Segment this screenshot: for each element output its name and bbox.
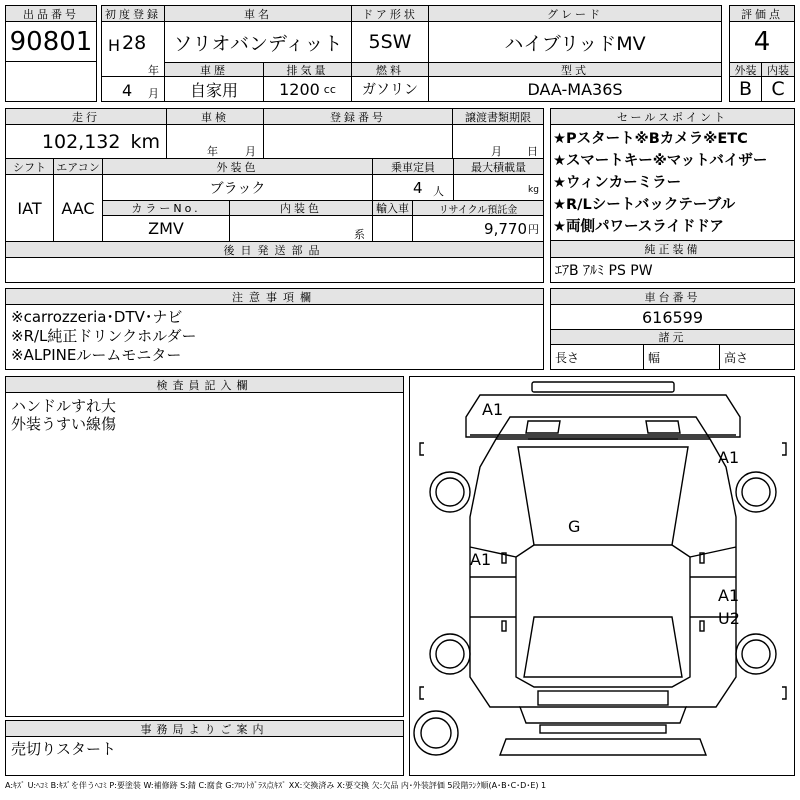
transfer-month-unit: 月 (491, 145, 502, 158)
first-registration-year-box (101, 21, 165, 77)
sales-point-item: ★R/Lシートバックテーブル (553, 197, 736, 213)
later-parts-value (5, 257, 544, 283)
mileage: 102,132 (41, 130, 121, 153)
damage-mark-left-side: A1 (470, 550, 492, 569)
first-registration-month-box (101, 76, 165, 102)
max-load-label: 最大積載量 (453, 158, 544, 175)
capacity-unit: 人 (433, 185, 444, 198)
chassis-number: 616599 (550, 304, 795, 330)
displacement-unit: cc (323, 82, 336, 96)
inspector-line: ハンドルすれ大 (11, 397, 117, 415)
mileage-label: 走行 (5, 108, 167, 125)
ac-label: エアコン (53, 158, 103, 175)
sales-point-item: ★Pスタート※Bカメラ※ETC (553, 131, 748, 147)
era: H (108, 36, 121, 55)
inspector-line: 外装うすい線傷 (11, 415, 117, 433)
transfer-deadline-box (452, 124, 544, 159)
interior-color-label: 内装色 (229, 200, 373, 216)
door-type: 5SW (351, 21, 429, 63)
displacement-box (263, 76, 352, 102)
recycle-box (412, 215, 544, 242)
model-label: 型式 (428, 62, 722, 77)
damage-mark-right-rear-dent: U2 (718, 609, 740, 628)
registration-month: 4 (122, 81, 133, 100)
registration-year: 28 (122, 32, 147, 54)
displacement: 1200 (279, 79, 320, 99)
damage-mark-front-right: A1 (718, 448, 740, 467)
note-item: ※R/L純正ドリンクホルダー (11, 327, 197, 345)
max-load-unit: kg (528, 185, 539, 195)
interior-grade-label: 内装 (761, 62, 795, 77)
score: 4 (729, 21, 795, 63)
inspection-month-unit: 月 (245, 145, 256, 158)
recycle-unit: 円 (528, 222, 539, 236)
ac: AAC (53, 174, 103, 242)
color-no: ZMV (102, 215, 230, 242)
height-label: 高さ (719, 344, 795, 370)
note-item: ※ALPINEルームモニター (11, 346, 182, 364)
notes-list (5, 304, 544, 370)
capacity-label: 乗車定員 (372, 158, 454, 175)
length-label: 長さ (550, 344, 644, 370)
damage-mark-right-rear: A1 (718, 586, 740, 605)
later-parts-label: 後日発送部品 (5, 241, 544, 258)
plate-label: 登録番号 (263, 108, 453, 125)
car-name-label: 車名 (164, 5, 352, 22)
interior-color-unit: 系 (354, 228, 365, 241)
sales-point-item: ★ウィンカーミラー (553, 175, 682, 191)
exterior-color-label: 外装色 (102, 158, 373, 175)
door-type-label: ドア形状 (351, 5, 429, 22)
legend-footer: A:ｷｽﾞ U:ﾍｺﾐ B:ｷｽﾞを伴うﾍｺﾐ P:要塗装 W:補修跡 S:錆 C:腐食 G:ﾌﾛﾝﾄｶﾞﾗｽ点ｷｽﾞ XX:交換済み X:要交換 欠:欠品 内･外装評価 5段階ﾗﾝｸ順(A･B･C･D･E) 1 (5, 781, 547, 790)
mileage-box (5, 124, 167, 159)
inspection-label: 車検 (166, 108, 264, 125)
score-label: 評価点 (729, 5, 795, 22)
lot-blank (5, 61, 97, 102)
interior-color-box (229, 215, 373, 242)
plate-value (263, 124, 453, 159)
car-name: ソリオバンディット (164, 21, 352, 63)
mileage-unit: km (130, 130, 160, 153)
inspection-year-unit: 年 (207, 145, 218, 158)
first-registration-label: 初度登録 (101, 5, 165, 22)
fuel-label: 燃料 (351, 62, 429, 77)
import-value (372, 215, 413, 242)
inspector-label: 検査員記入欄 (5, 376, 404, 393)
sales-point-item: ★スマートキー※マットバイザー (553, 153, 768, 169)
grade-label: グレード (428, 5, 722, 22)
lot-number-label: 出品番号 (5, 5, 97, 22)
sales-points-label: セールスポイント (550, 108, 795, 125)
shift: IAT (5, 174, 54, 242)
fuel: ガソリン (351, 76, 429, 102)
damage-mark-front-left: A1 (482, 400, 504, 419)
transfer-day-unit: 日 (527, 145, 538, 158)
recycle-fee: 9,770 (484, 219, 527, 238)
office-notice-label: 事務局よりご案内 (5, 720, 404, 737)
shift-label: シフト (5, 158, 54, 175)
office-notice: 売切りスタート (5, 736, 404, 776)
capacity-box (372, 174, 454, 201)
exterior-grade-label: 外装 (729, 62, 762, 77)
damage-mark-windshield: G (568, 517, 581, 536)
history: 自家用 (164, 76, 264, 102)
lot-number: 90801 (5, 21, 97, 62)
model: DAA-MA36S (428, 76, 722, 102)
genuine-equipment-label: 純正装備 (550, 240, 795, 258)
car-outline (410, 377, 796, 777)
notes-label: 注意事項欄 (5, 288, 544, 305)
year-unit: 年 (148, 64, 159, 77)
history-label: 車歴 (164, 62, 264, 77)
capacity: 4 (413, 179, 423, 197)
color-no-label: カラーNo. (102, 200, 230, 216)
exterior-grade: B (729, 76, 762, 102)
dimensions-label: 諸元 (550, 329, 795, 345)
sales-points-list (550, 124, 795, 241)
note-item: ※carrozzeria･DTV･ナビ (11, 308, 183, 326)
max-load-box (453, 174, 544, 201)
grade: ハイブリッドMV (428, 21, 722, 63)
car-damage-diagram (409, 376, 795, 776)
transfer-deadline-label: 譲渡書類期限 (452, 108, 544, 125)
recycle-label: リサイクル預託金 (412, 200, 544, 216)
genuine-equipment: ｴｱB ｱﾙﾐ PS PW (550, 257, 795, 283)
exterior-color: ブラック (102, 174, 373, 201)
width-label: 幅 (643, 344, 720, 370)
month-unit: 月 (148, 87, 159, 100)
displacement-label: 排気量 (263, 62, 352, 77)
inspection-box (166, 124, 264, 159)
inspector-notes (5, 392, 404, 717)
interior-grade: C (761, 76, 795, 102)
sales-point-item: ★両側パワースライドドア (553, 219, 724, 235)
chassis-label: 車台番号 (550, 288, 795, 305)
import-label: 輸入車 (372, 200, 413, 216)
